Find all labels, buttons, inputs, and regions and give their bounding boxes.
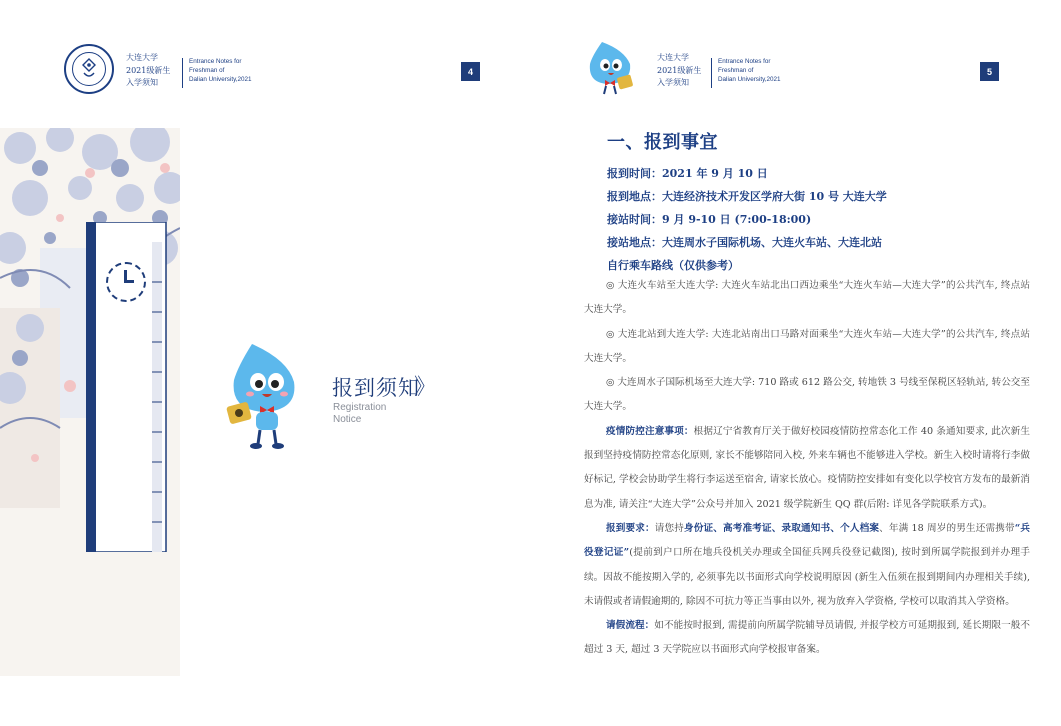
header-title-en: Entrance Notes for Freshman of Dalian University,2021 bbox=[718, 58, 781, 83]
epidemic-paragraph bbox=[584, 420, 1030, 517]
notice-body bbox=[584, 274, 1030, 663]
header-title-en: Entrance Notes for Freshman of Dalian University,2021 bbox=[189, 58, 252, 83]
info-line-route-heading: 自行乘车路线（仅供参考） bbox=[607, 259, 739, 272]
route-paragraph: ◎ 大连周水子国际机场至大连大学: 710 路或 612 路公交, 转地铁 3 号线至保税区轻轨站, 转公交至大连大学。 bbox=[584, 377, 1030, 413]
header-divider bbox=[182, 58, 183, 88]
requirements-paragraph bbox=[584, 517, 1030, 614]
page-number: 4 bbox=[461, 62, 480, 81]
section-title-en: Registration Notice bbox=[333, 402, 387, 425]
university-emblem-icon bbox=[64, 44, 114, 94]
epidemic-label: 疫情防控注意事项： bbox=[606, 425, 694, 437]
info-line-pickup-location: 接站地点：大连周水子国际机场、大连火车站、大连北站 bbox=[607, 236, 882, 249]
requirements-label: 报到要求： bbox=[606, 522, 655, 534]
info-line-location: 报到地点：大连经济技术开发区学府大街 10 号 大连大学 bbox=[607, 190, 887, 203]
info-line-pickup-time: 接站时间：9 月 9-10 日 (7:00-18:00) bbox=[607, 213, 812, 226]
requirements-text: 请您持 bbox=[654, 522, 685, 534]
header-title-cn: 大连大学 2021级新生 入学须知 bbox=[126, 53, 171, 87]
left-page bbox=[0, 0, 530, 726]
required-documents: 身份证、高考准考证、录取通知书、个人档案 bbox=[684, 522, 880, 534]
leave-text: 如不能按时报到, 需提前向所属学院辅导员请假, 并报学校方可延期报到, 延长期限一般不超过 3 天, 超过 3 天学院应以书面形式向学校报审备案。 bbox=[584, 620, 1031, 656]
requirements-text: (提前到户口所在地兵役机关办理或全国征兵网兵役登记截图), 按时到所属学院报到并办理手续。因故不能按期入学的, 必须事先以书面形式向学校说明原因 (新生入伍须在报到期间内办理相关手续), 未请假或者请假逾期的, 除因不可抗力等正当事由以外, 视为放弃入学资格, 学校可以取消其入学资格。 bbox=[584, 547, 1030, 607]
section-heading: 一、报到事宜 bbox=[607, 132, 718, 153]
route-paragraph: ◎ 大连火车站至大连大学: 大连火车站北出口西边乘坐“大连火车站—大连大学”的公共汽车, 终点站大连大学。 bbox=[584, 280, 1030, 316]
epidemic-text: 根据辽宁省教育厅关于做好校园疫情防控常态化工作 40 条通知要求, 此次新生报到坚持疫情防控常态化原则, 家长不能够陪同入校, 外来车辆也不能够进入学校。新生入校时请将行李做好标记, 学校会协助学生将行李运送至宿舍, 请家长放心。疫情防控安排如有变化以学校官方发布的最新消息为准, 请关注“大连大学”公众号并加入 2021 级学院新生 QQ 群(后附: 详见各学院联系方式)。 bbox=[584, 425, 1031, 510]
military-registration: “兵役登记证” bbox=[584, 522, 1031, 559]
right-page bbox=[531, 0, 1061, 726]
leave-paragraph bbox=[584, 614, 1030, 663]
section-title-cn: 报到须知 bbox=[332, 376, 420, 400]
header-title-cn: 大连大学 2021级新生 入学须知 bbox=[657, 53, 702, 87]
leave-label: 请假流程： bbox=[606, 620, 655, 632]
requirements-text: 、年满 18 周岁的男生还需携带 bbox=[879, 522, 1015, 534]
route-paragraph: ◎ 大连北站到大连大学: 大连北站南出口马路对面乘坐“大连火车站—大连大学”的公共汽车, 终点站大连大学。 bbox=[584, 328, 1030, 364]
water-drop-mascot-icon bbox=[584, 40, 636, 96]
double-chevron-right-icon: 》 bbox=[414, 375, 437, 400]
header-divider bbox=[711, 58, 712, 88]
water-drop-mascot-icon bbox=[222, 340, 308, 452]
info-line-time: 报到时间：2021 年 9 月 10 日 bbox=[607, 167, 768, 180]
page-number: 5 bbox=[980, 62, 999, 81]
